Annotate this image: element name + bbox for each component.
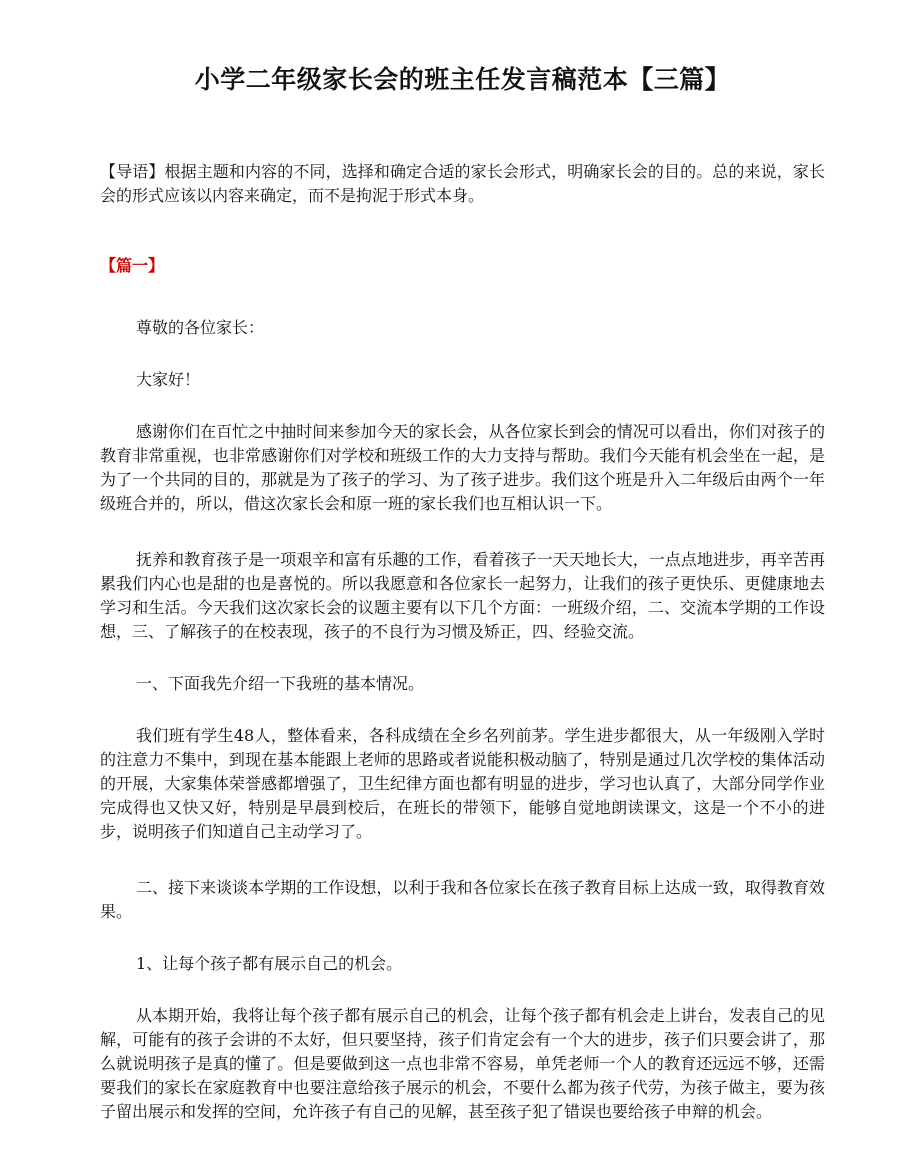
section-point-two: 二、接下来谈谈本学期的工作设想，以利于我和各位家长在孩子教育目标上达成一致，取得教育效果。	[100, 878, 825, 921]
section-point-one: 一、下面我先介绍一下我班的基本情况。	[136, 674, 425, 693]
body-paragraph: 我们班有学生48人，整体看来，各科成绩在全乡名列前茅。学生进步都很大，从一年级刚入学时的注意力不集中，到现在基本能跟上老师的思路或者说能积极动脑了，特别是通过几次学校的集体活动的开展，大家集体荣誉感都增强了，卫生纪律方面也都有明显的进步，学习也认真了，大部分同学作业完成得也又快又好，特别是早晨到校后，在班长的带领下，能够自觉地朗读课文，这是一个不小的进步，说明孩子们知道自己主动学习了。	[100, 726, 825, 841]
section-heading: 【篇一】	[100, 256, 165, 275]
intro-paragraph: 【导语】根据主题和内容的不同，选择和确定合适的家长会形式，明确家长会的目的。总的来说，家长会的形式应该以内容来确定，而不是拘泥于形式本身。	[100, 162, 825, 205]
body-paragraph: 抚养和教育孩子是一项艰辛和富有乐趣的工作，看着孩子一天天地长大，一点点地进步，再辛苦再累我们内心也是甜的也是喜悦的。所以我愿意和各位家长一起努力，让我们的孩子更快乐、更健康地去学习和生活。今天我们这次家长会的议题主要有以下几个方面：一班级介绍，二、交流本学期的工作设想，三、了解孩子的在校表现，孩子的不良行为习惯及矫正，四、经验交流。	[100, 550, 825, 641]
body-paragraph: 从本期开始，我将让每个孩子都有展示自己的机会，让每个孩子都有机会走上讲台，发表自己的见解，可能有的孩子会讲的不太好，但只要坚持，孩子们肯定会有一个大的进步，孩子们只要会讲了，那么就说明孩子是真的懂了。但是要做到这一点也非常不容易，单凭老师一个人的教育还远远不够，还需要我们的家长在家庭教育中也要注意给孩子展示的机会，不要什么都为孩子代劳，为孩子做主，要为孩子留出展示和发挥的空间，允许孩子有自己的见解，甚至孩子犯了错误也要给孩子申辩的机会。	[100, 1006, 825, 1121]
salutation: 尊敬的各位家长：	[136, 318, 265, 337]
document-title: 小学二年级家长会的班主任发言稿范本【三篇】	[194, 65, 731, 94]
sub-point-one: 1、让每个孩子都有展示自己的机会。	[136, 954, 403, 973]
body-paragraph: 感谢你们在百忙之中抽时间来参加今天的家长会，从各位家长到会的情况可以看出，你们对孩子的教育非常重视，也非常感谢你们对学校和班级工作的大力支持与帮助。我们今天能有机会坐在一起，是为了一个共同的目的，那就是为了孩子的学习、为了孩子进步。我们这个班是升入二年级后由两个一年级班合并的，所以，借这次家长会和原一班的家长我们也互相认识一下。	[100, 422, 825, 513]
greeting: 大家好！	[136, 370, 201, 389]
